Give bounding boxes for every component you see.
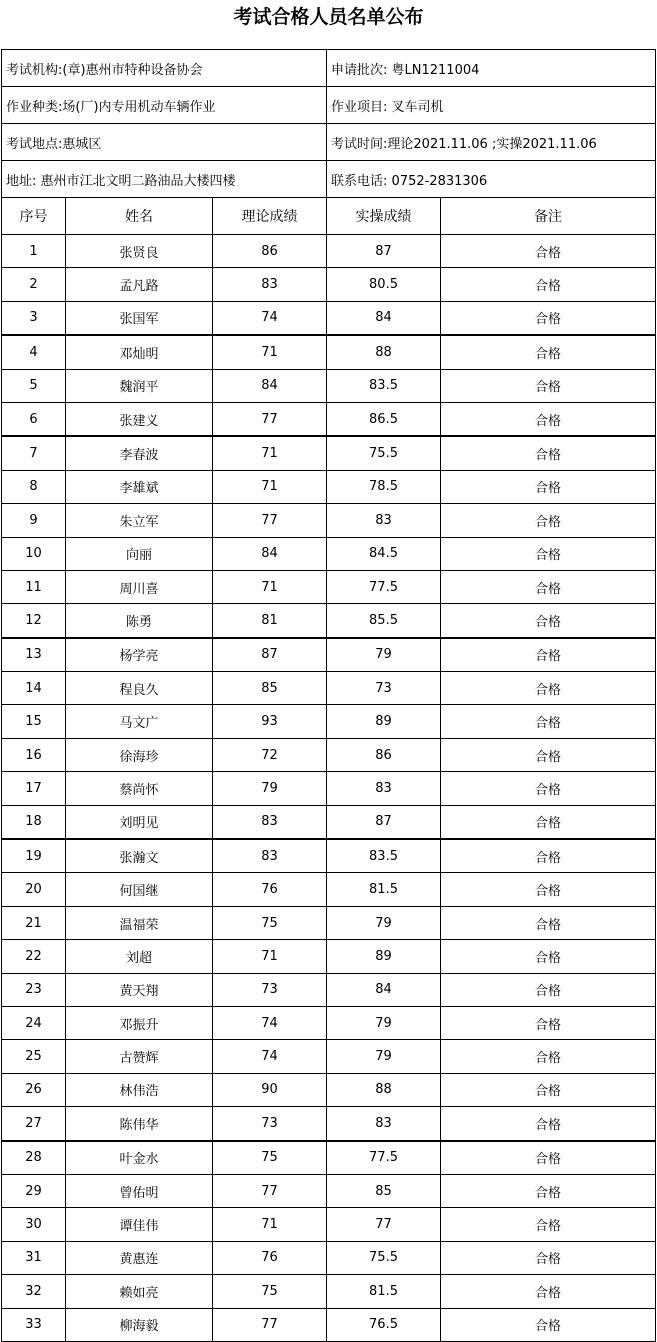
remark-cell: 合格 (441, 906, 656, 939)
theory-score-cell: 83 (213, 268, 327, 301)
theory-score-cell: 71 (213, 470, 327, 503)
remark-cell: 合格 (441, 1006, 656, 1039)
theory-score-cell: 71 (213, 335, 327, 369)
remark-cell: 合格 (441, 436, 656, 470)
remark-cell: 合格 (441, 638, 656, 672)
theory-score-cell: 84 (213, 369, 327, 402)
table-row (2, 805, 656, 839)
theory-score-cell: 77 (213, 1308, 327, 1341)
table-row (2, 537, 656, 570)
name-cell: 刘超 (66, 940, 213, 973)
seq-cell: 32 (2, 1275, 66, 1308)
practical-score-cell: 81.5 (327, 873, 441, 906)
table-row (2, 1107, 656, 1141)
theory-score-cell: 73 (213, 1107, 327, 1141)
practical-score-cell: 86.5 (327, 402, 441, 436)
seq-cell: 10 (2, 537, 66, 570)
remark-cell: 合格 (441, 1241, 656, 1274)
theory-score-cell: 77 (213, 1174, 327, 1207)
remark-cell: 合格 (441, 402, 656, 436)
practical-score-cell: 80.5 (327, 268, 441, 301)
theory-score-cell: 75 (213, 1275, 327, 1308)
table-row (2, 705, 656, 738)
table-row (2, 1308, 656, 1341)
seq-cell: 16 (2, 738, 66, 771)
table-row (2, 235, 656, 268)
location-cell: 考试地点:惠城区 (2, 124, 327, 161)
table-row (2, 504, 656, 537)
seq-cell: 11 (2, 570, 66, 603)
page-title: 考试合格人员名单公布 (233, 6, 424, 28)
remark-cell: 合格 (441, 1275, 656, 1308)
table-row (2, 1141, 656, 1175)
remark-cell: 合格 (441, 537, 656, 570)
remark-cell: 合格 (441, 504, 656, 537)
seq-cell: 2 (2, 268, 66, 301)
name-cell: 张瀚文 (66, 839, 213, 873)
info-row (2, 161, 656, 198)
name-cell: 刘明见 (66, 805, 213, 839)
phone-cell: 联系电话: 0752-2831306 (327, 161, 656, 198)
theory-score-cell: 81 (213, 604, 327, 638)
seq-cell: 21 (2, 906, 66, 939)
institution-cell: 考试机构:(章)惠州市特种设备协会 (2, 50, 327, 87)
name-cell: 温福荣 (66, 906, 213, 939)
name-cell: 张国军 (66, 301, 213, 335)
remark-cell: 合格 (441, 1174, 656, 1207)
practical-score-cell: 84.5 (327, 537, 441, 570)
name-cell: 徐海珍 (66, 738, 213, 771)
seq-cell: 27 (2, 1107, 66, 1141)
name-cell: 邓灿明 (66, 335, 213, 369)
approval-cell: 申请批次: 粤LN1211004 (327, 50, 656, 87)
theory-score-cell: 72 (213, 738, 327, 771)
table-row (2, 1174, 656, 1207)
name-cell: 何国继 (66, 873, 213, 906)
name-cell: 向丽 (66, 537, 213, 570)
address-cell: 地址: 惠州市江北文明二路油品大楼四楼 (2, 161, 327, 198)
seq-cell: 12 (2, 604, 66, 638)
name-cell: 赖如亮 (66, 1275, 213, 1308)
table-row (2, 738, 656, 771)
info-row (2, 50, 656, 87)
seq-cell: 5 (2, 369, 66, 402)
seq-cell: 30 (2, 1208, 66, 1241)
name-cell: 陈勇 (66, 604, 213, 638)
name-cell: 杨学亮 (66, 638, 213, 672)
practical-score-cell: 87 (327, 235, 441, 268)
header-theory: 理论成绩 (213, 198, 327, 235)
seq-cell: 8 (2, 470, 66, 503)
header-seq: 序号 (2, 198, 66, 235)
seq-cell: 17 (2, 772, 66, 805)
theory-score-cell: 77 (213, 402, 327, 436)
practical-score-cell: 73 (327, 672, 441, 705)
remark-cell: 合格 (441, 570, 656, 603)
seq-cell: 4 (2, 335, 66, 369)
name-cell: 魏润平 (66, 369, 213, 402)
table-row (2, 268, 656, 301)
remark-cell: 合格 (441, 1208, 656, 1241)
theory-score-cell: 76 (213, 1241, 327, 1274)
name-cell: 张建义 (66, 402, 213, 436)
seq-cell: 9 (2, 504, 66, 537)
theory-score-cell: 74 (213, 1006, 327, 1039)
practical-score-cell: 78.5 (327, 470, 441, 503)
name-cell: 柳海毅 (66, 1308, 213, 1341)
theory-score-cell: 86 (213, 235, 327, 268)
seq-cell: 19 (2, 839, 66, 873)
table-row (2, 436, 656, 470)
results-table (1, 49, 656, 1342)
theory-score-cell: 77 (213, 504, 327, 537)
seq-cell: 7 (2, 436, 66, 470)
remark-cell: 合格 (441, 1141, 656, 1175)
remark-cell: 合格 (441, 940, 656, 973)
table-row (2, 638, 656, 672)
info-row (2, 124, 656, 161)
exam-time-cell: 考试时间:理论2021.11.06 ;实操2021.11.06 (327, 124, 656, 161)
seq-cell: 26 (2, 1073, 66, 1106)
theory-score-cell: 75 (213, 906, 327, 939)
practical-score-cell: 75.5 (327, 1241, 441, 1274)
name-cell: 李雄斌 (66, 470, 213, 503)
practical-score-cell: 79 (327, 638, 441, 672)
practical-score-cell: 76.5 (327, 1308, 441, 1341)
name-cell: 曾佑明 (66, 1174, 213, 1207)
table-row (2, 301, 656, 335)
practical-score-cell: 83 (327, 504, 441, 537)
remark-cell: 合格 (441, 772, 656, 805)
theory-score-cell: 71 (213, 940, 327, 973)
remark-cell: 合格 (441, 873, 656, 906)
table-row (2, 873, 656, 906)
practical-score-cell: 85 (327, 1174, 441, 1207)
seq-cell: 3 (2, 301, 66, 335)
remark-cell: 合格 (441, 369, 656, 402)
remark-cell: 合格 (441, 973, 656, 1006)
theory-score-cell: 79 (213, 772, 327, 805)
table-row (2, 906, 656, 939)
theory-score-cell: 85 (213, 672, 327, 705)
table-row (2, 1006, 656, 1039)
table-row (2, 402, 656, 436)
remark-cell: 合格 (441, 301, 656, 335)
theory-score-cell: 83 (213, 839, 327, 873)
table-header-row (2, 198, 656, 235)
table-row (2, 604, 656, 638)
seq-cell: 15 (2, 705, 66, 738)
seq-cell: 20 (2, 873, 66, 906)
name-cell: 黄惠连 (66, 1241, 213, 1274)
theory-score-cell: 71 (213, 570, 327, 603)
remark-cell: 合格 (441, 235, 656, 268)
table-row (2, 772, 656, 805)
table-row (2, 1275, 656, 1308)
name-cell: 谭佳伟 (66, 1208, 213, 1241)
seq-cell: 33 (2, 1308, 66, 1341)
header-practical: 实操成绩 (327, 198, 441, 235)
theory-score-cell: 87 (213, 638, 327, 672)
header-remark: 备注 (441, 198, 656, 235)
name-cell: 邓振升 (66, 1006, 213, 1039)
name-cell: 林伟浩 (66, 1073, 213, 1106)
theory-score-cell: 75 (213, 1141, 327, 1175)
seq-cell: 13 (2, 638, 66, 672)
table-row (2, 940, 656, 973)
practical-score-cell: 77.5 (327, 1141, 441, 1175)
table-row (2, 1040, 656, 1073)
remark-cell: 合格 (441, 705, 656, 738)
theory-score-cell: 71 (213, 436, 327, 470)
remark-cell: 合格 (441, 604, 656, 638)
name-cell: 程良久 (66, 672, 213, 705)
practical-score-cell: 79 (327, 1006, 441, 1039)
remark-cell: 合格 (441, 672, 656, 705)
practical-score-cell: 84 (327, 973, 441, 1006)
practical-score-cell: 83.5 (327, 369, 441, 402)
table-row (2, 470, 656, 503)
table-row (2, 973, 656, 1006)
seq-cell: 28 (2, 1141, 66, 1175)
practical-score-cell: 84 (327, 301, 441, 335)
name-cell: 叶金水 (66, 1141, 213, 1175)
seq-cell: 1 (2, 235, 66, 268)
name-cell: 陈伟华 (66, 1107, 213, 1141)
table-row (2, 1208, 656, 1241)
table-row (2, 570, 656, 603)
info-row (2, 87, 656, 124)
name-cell: 张贤良 (66, 235, 213, 268)
table-row (2, 1241, 656, 1274)
table-row (2, 672, 656, 705)
theory-score-cell: 74 (213, 301, 327, 335)
seq-cell: 31 (2, 1241, 66, 1274)
theory-score-cell: 84 (213, 537, 327, 570)
practical-score-cell: 83 (327, 772, 441, 805)
header-name: 姓名 (66, 198, 213, 235)
practical-score-cell: 75.5 (327, 436, 441, 470)
remark-cell: 合格 (441, 738, 656, 771)
theory-score-cell: 74 (213, 1040, 327, 1073)
theory-score-cell: 73 (213, 973, 327, 1006)
practical-score-cell: 86 (327, 738, 441, 771)
name-cell: 蔡尚怀 (66, 772, 213, 805)
practical-score-cell: 89 (327, 940, 441, 973)
remark-cell: 合格 (441, 268, 656, 301)
name-cell: 古赞辉 (66, 1040, 213, 1073)
seq-cell: 29 (2, 1174, 66, 1207)
remark-cell: 合格 (441, 805, 656, 839)
remark-cell: 合格 (441, 1040, 656, 1073)
category-cell: 作业种类:场(厂)内专用机动车辆作业 (2, 87, 327, 124)
practical-score-cell: 87 (327, 805, 441, 839)
remark-cell: 合格 (441, 1308, 656, 1341)
practical-score-cell: 83.5 (327, 839, 441, 873)
remark-cell: 合格 (441, 1073, 656, 1106)
name-cell: 朱立军 (66, 504, 213, 537)
practical-score-cell: 88 (327, 1073, 441, 1106)
practical-score-cell: 81.5 (327, 1275, 441, 1308)
remark-cell: 合格 (441, 470, 656, 503)
theory-score-cell: 93 (213, 705, 327, 738)
theory-score-cell: 83 (213, 805, 327, 839)
practical-score-cell: 77.5 (327, 570, 441, 603)
practical-score-cell: 79 (327, 1040, 441, 1073)
practical-score-cell: 77 (327, 1208, 441, 1241)
name-cell: 马文广 (66, 705, 213, 738)
table-row (2, 369, 656, 402)
remark-cell: 合格 (441, 839, 656, 873)
theory-score-cell: 71 (213, 1208, 327, 1241)
name-cell: 李春波 (66, 436, 213, 470)
practical-score-cell: 79 (327, 906, 441, 939)
theory-score-cell: 90 (213, 1073, 327, 1106)
seq-cell: 18 (2, 805, 66, 839)
name-cell: 孟凡路 (66, 268, 213, 301)
seq-cell: 23 (2, 973, 66, 1006)
seq-cell: 25 (2, 1040, 66, 1073)
remark-cell: 合格 (441, 335, 656, 369)
remark-cell: 合格 (441, 1107, 656, 1141)
practical-score-cell: 88 (327, 335, 441, 369)
project-cell: 作业项目: 叉车司机 (327, 87, 656, 124)
table-row (2, 839, 656, 873)
theory-score-cell: 76 (213, 873, 327, 906)
table-row (2, 335, 656, 369)
table-row (2, 1073, 656, 1106)
practical-score-cell: 89 (327, 705, 441, 738)
seq-cell: 22 (2, 940, 66, 973)
name-cell: 周川喜 (66, 570, 213, 603)
seq-cell: 14 (2, 672, 66, 705)
seq-cell: 6 (2, 402, 66, 436)
practical-score-cell: 85.5 (327, 604, 441, 638)
seq-cell: 24 (2, 1006, 66, 1039)
practical-score-cell: 83 (327, 1107, 441, 1141)
name-cell: 黄天翔 (66, 973, 213, 1006)
